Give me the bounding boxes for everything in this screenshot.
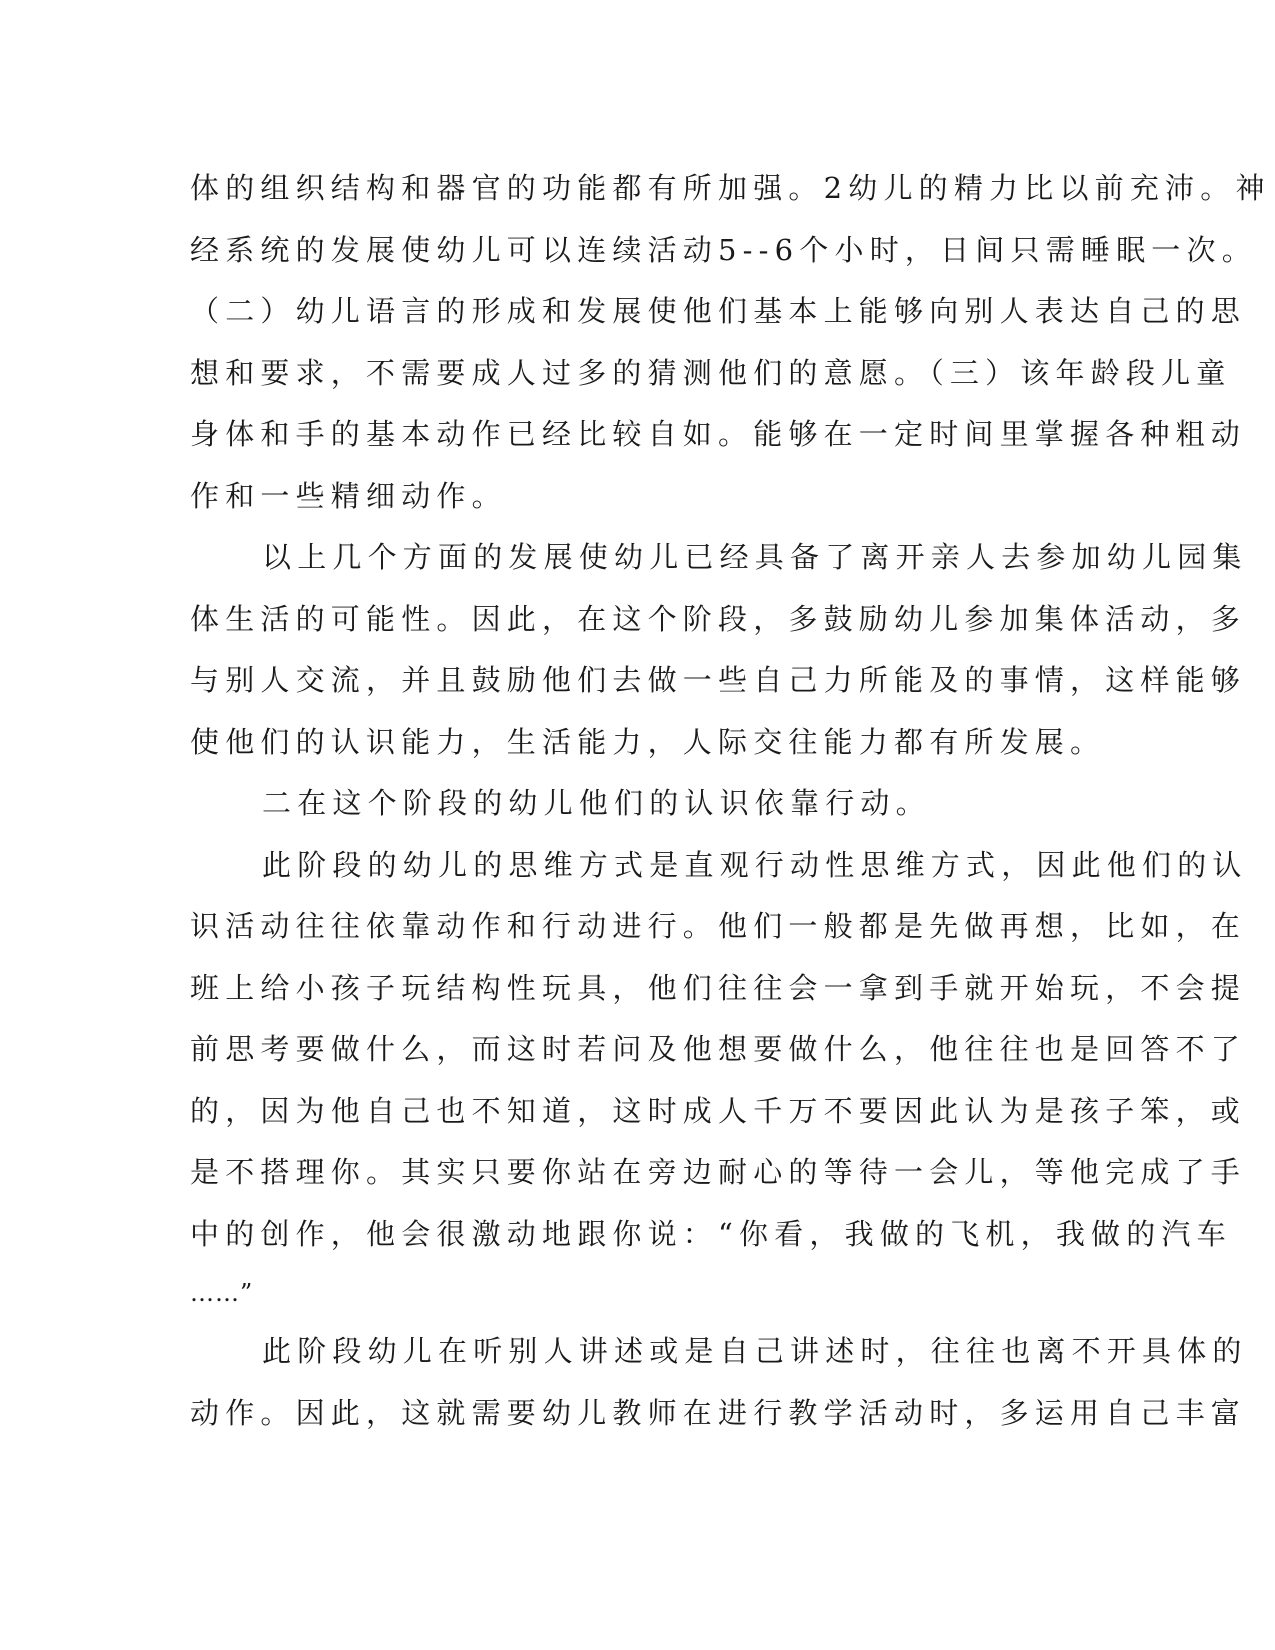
- text-line-3: （二）幼儿语言的形成和发展使他们基本上能够向别人表达自己的思: [190, 294, 1247, 328]
- text-line-13: 识活动往往依靠动作和行动进行。他们一般都是先做再想，比如，在: [190, 909, 1247, 943]
- text-line-8: 体生活的可能性。因此，在这个阶段，多鼓励幼儿参加集体活动，多: [190, 601, 1247, 636]
- text-line-21: 动作。因此，这就需要幼儿教师在进行教学活动时，多运用自己丰富: [190, 1395, 1247, 1430]
- text-line-17: 是不搭理你。其实只要你站在旁边耐心的等待一会儿，等他完成了手: [190, 1155, 1247, 1189]
- text-line-4: 想和要求，不需要成人过多的猜测他们的意愿。（三）该年龄段儿童: [190, 355, 1232, 390]
- text-line-1: 体的组织结构和器官的功能都有所加强。2幼儿的精力比以前充沛。神: [190, 171, 1271, 205]
- section-heading-2: 二在这个阶段的幼儿他们的认识依靠行动。: [262, 786, 931, 820]
- text-line-15: 前思考要做什么，而这时若问及他想要做什么，他往往也是回答不了: [190, 1032, 1247, 1066]
- text-line-7: 以上几个方面的发展使幼儿已经具备了离开亲人去参加幼儿园集: [262, 540, 1248, 574]
- text-line-19: ……”: [190, 1279, 254, 1307]
- text-line-20: 此阶段幼儿在听别人讲述或是自己讲述时，往往也离不开具体的: [262, 1334, 1248, 1368]
- text-line-14: 班上给小孩子玩结构性玩具，他们往往会一拿到手就开始玩，不会提: [190, 970, 1247, 1005]
- text-line-5: 身体和手的基本动作已经比较自如。能够在一定时间里掌握各种粗动: [190, 417, 1247, 451]
- text-line-10: 使他们的认识能力，生活能力，人际交往能力都有所发展。: [190, 724, 1106, 759]
- text-line-18: 中的创作，他会很激动地跟你说：“你看，我做的飞机，我做的汽车: [190, 1216, 1232, 1251]
- text-line-9: 与别人交流，并且鼓励他们去做一些自己力所能及的事情，这样能够: [190, 663, 1247, 697]
- text-line-2: 经系统的发展使幼儿可以连续活动5--6个小时，日间只需睡眠一次。: [190, 232, 1257, 267]
- text-line-16: 的，因为他自己也不知道，这时成人千万不要因此认为是孩子笨，或: [190, 1093, 1247, 1128]
- text-line-12: 此阶段的幼儿的思维方式是直观行动性思维方式，因此他们的认: [262, 847, 1248, 882]
- text-line-6: 作和一些精细动作。: [190, 478, 507, 513]
- document-page: [190, 158, 1271, 1444]
